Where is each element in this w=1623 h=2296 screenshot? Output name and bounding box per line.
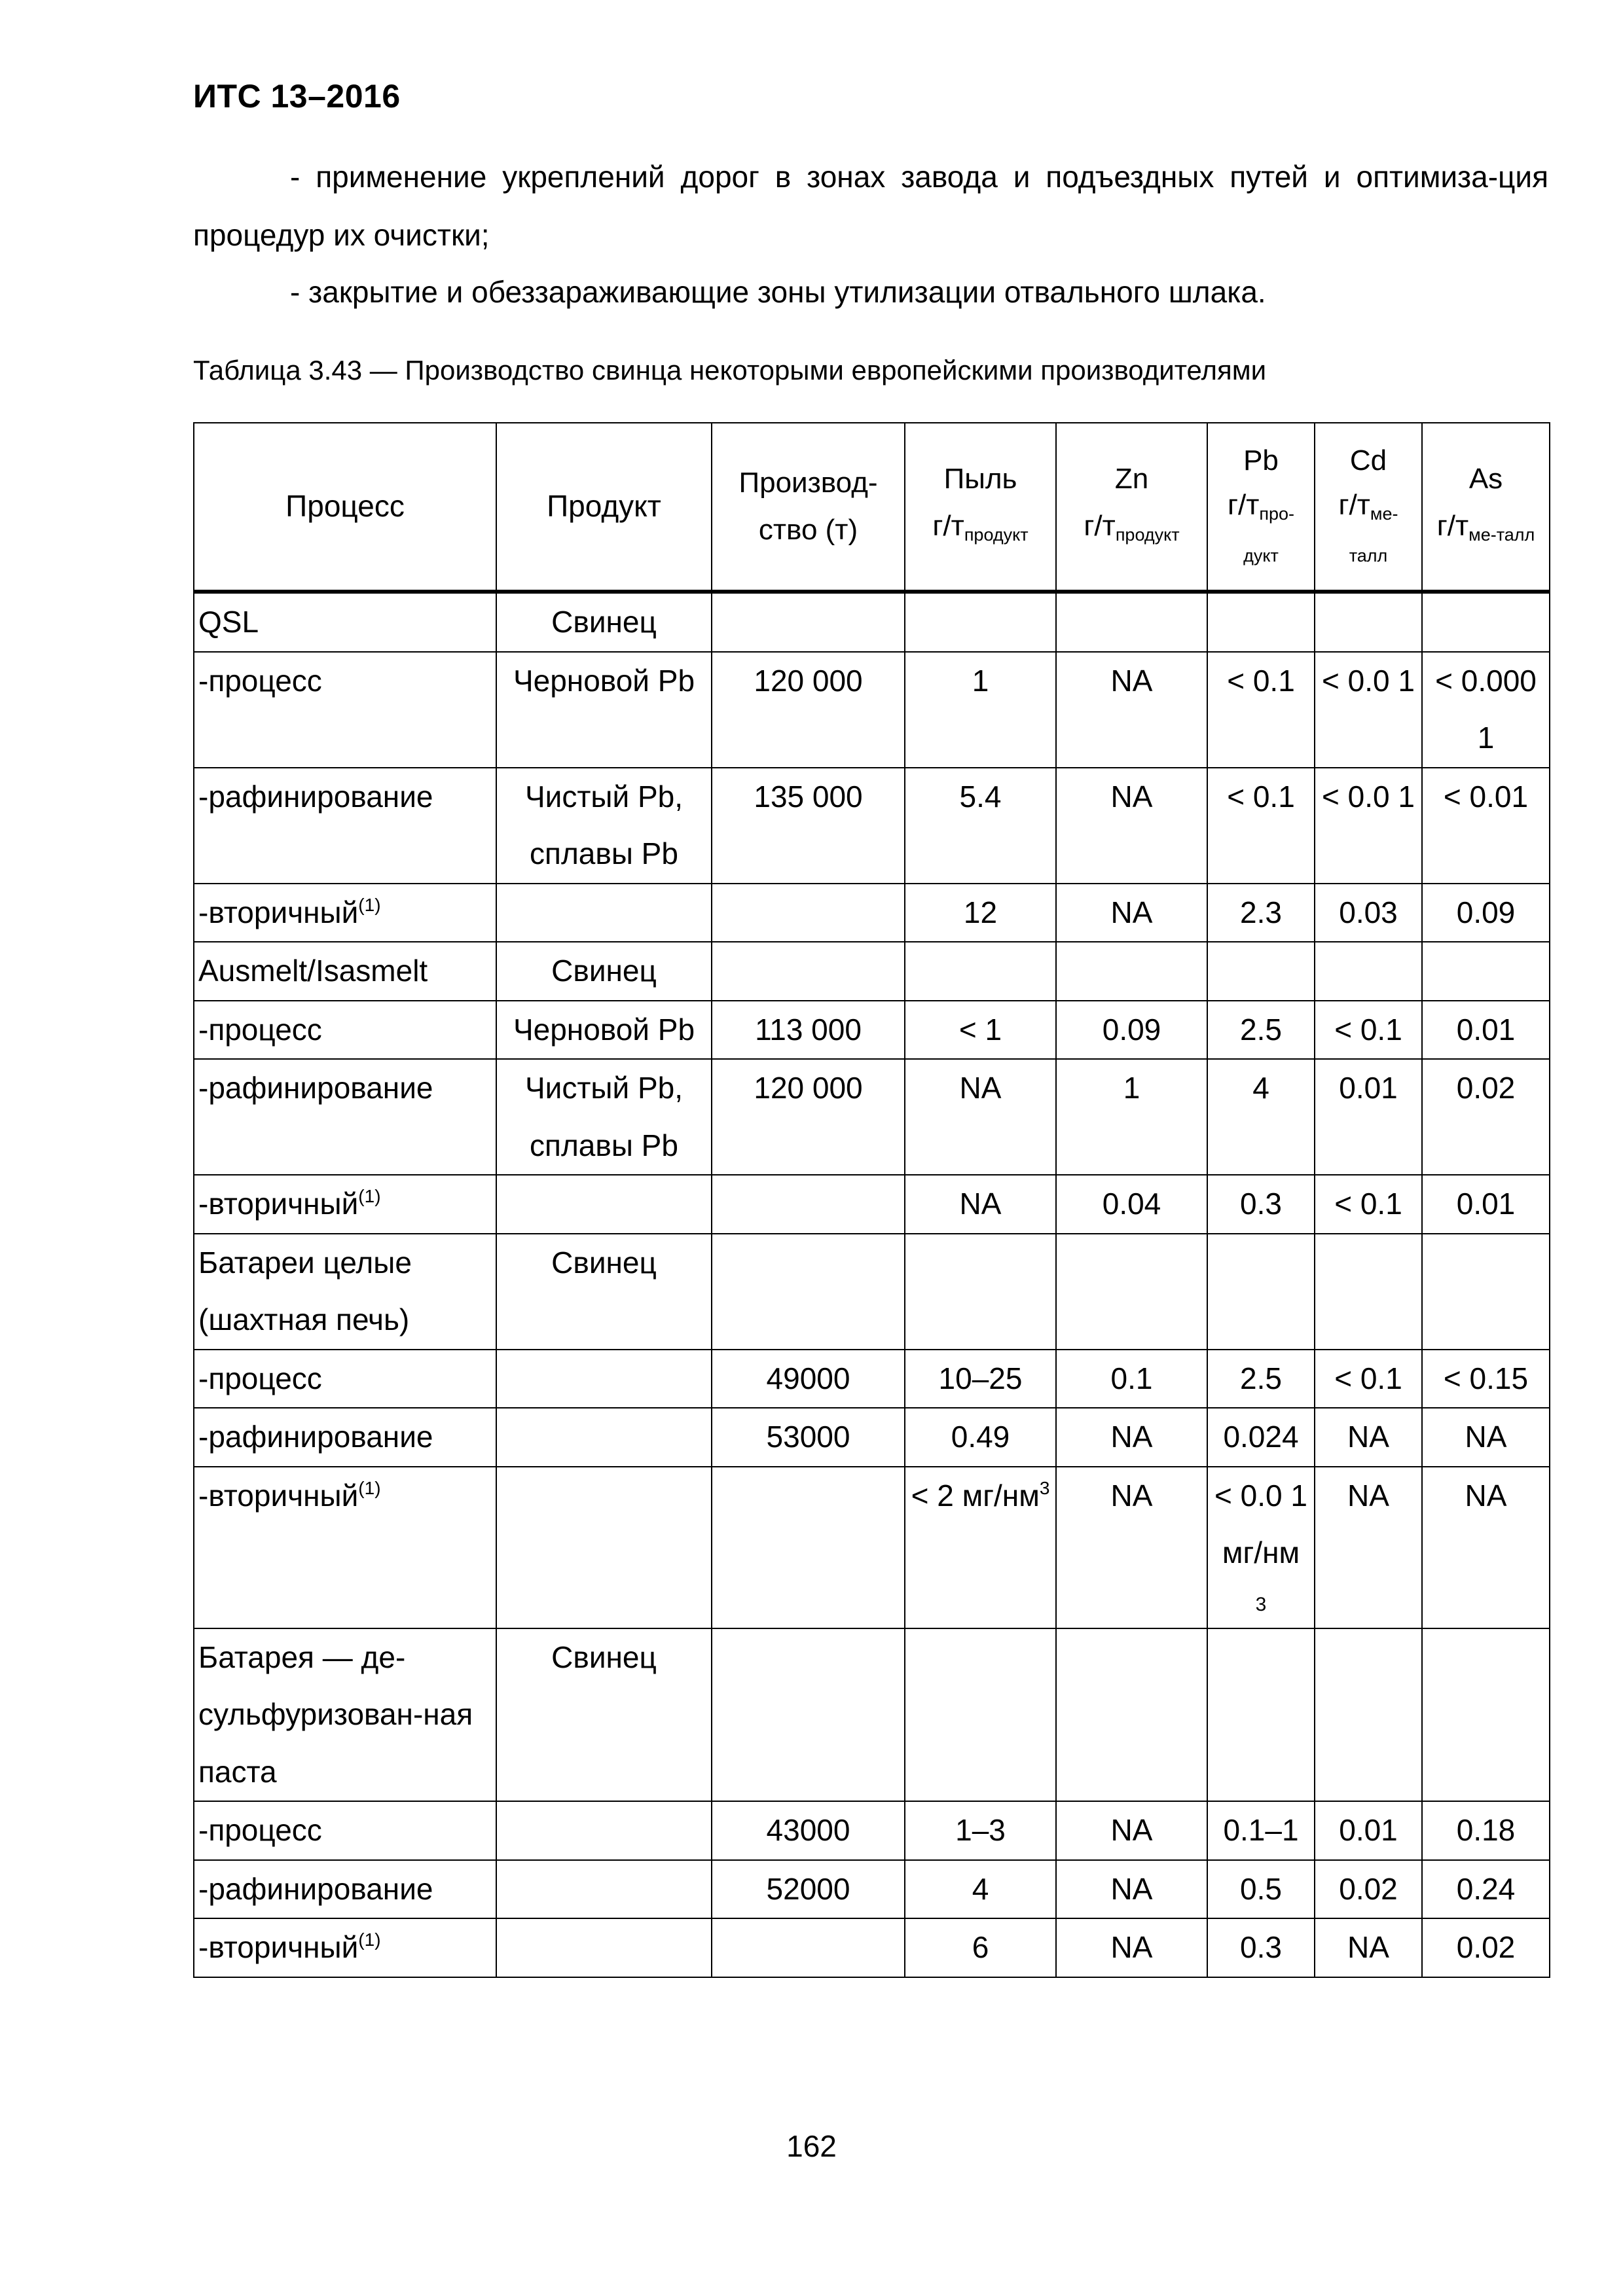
cell-cd: < 0.0 1 bbox=[1315, 652, 1422, 768]
cell-production: 113 000 bbox=[712, 1001, 905, 1060]
cell-zn: 0.09 bbox=[1056, 1001, 1207, 1060]
cell-pb bbox=[1207, 592, 1315, 652]
lead-production-table bbox=[193, 422, 1550, 1978]
cell-process: QSL bbox=[194, 592, 496, 652]
cell-dust: 0.49 bbox=[905, 1408, 1056, 1467]
cell-cd: < 0.1 bbox=[1315, 1350, 1422, 1408]
document-code: ИТС 13–2016 bbox=[193, 78, 401, 115]
header-production: Производ- ство (т) bbox=[712, 423, 905, 592]
cell-production: 120 000 bbox=[712, 652, 905, 768]
header-zn: Zn $г/т_{продукт}$ bbox=[1056, 423, 1207, 592]
cell-production bbox=[712, 1175, 905, 1234]
cell-zn: 0.1 bbox=[1056, 1350, 1207, 1408]
header-process: Процесс bbox=[194, 423, 496, 592]
table-row bbox=[194, 1467, 1550, 1628]
cell-process: -вторичный$^{(1)}$ bbox=[194, 884, 496, 942]
cell-as bbox=[1422, 1234, 1550, 1350]
cell-product bbox=[496, 1350, 712, 1408]
cell-as: 0.24 bbox=[1422, 1860, 1550, 1919]
cell-dust: NA bbox=[905, 1175, 1056, 1234]
cell-as: 0.01 bbox=[1422, 1001, 1550, 1060]
cell-product bbox=[496, 1467, 712, 1628]
table-row bbox=[194, 1918, 1550, 1977]
cell-process: -вторичный$^{(1)}$ bbox=[194, 1467, 496, 1628]
cell-process: Батарея — де-сульфуризован-ная паста bbox=[194, 1628, 496, 1802]
footnote-mark: (1) bbox=[358, 1929, 381, 1950]
page-number: 162 bbox=[786, 2129, 837, 2163]
cell-pb bbox=[1207, 1628, 1315, 1802]
cell-process: Батареи целые (шахтная печь) bbox=[194, 1234, 496, 1350]
cell-cd: NA bbox=[1315, 1918, 1422, 1977]
cell-pb: 4 bbox=[1207, 1059, 1315, 1175]
cell-pb: 0.3 bbox=[1207, 1918, 1315, 1977]
cell-dust: 4 bbox=[905, 1860, 1056, 1919]
table-header-row bbox=[194, 423, 1550, 592]
cell-production bbox=[712, 884, 905, 942]
cell-cd: < 0.1 bbox=[1315, 1001, 1422, 1060]
cell-product: Свинец bbox=[496, 1234, 712, 1350]
table-row bbox=[194, 1801, 1550, 1860]
cell-product: Черновой Pb bbox=[496, 652, 712, 768]
cell-as: < 0.15 bbox=[1422, 1350, 1550, 1408]
table-row bbox=[194, 1350, 1550, 1408]
cell-dust bbox=[905, 1628, 1056, 1802]
cell-cd: 0.01 bbox=[1315, 1801, 1422, 1860]
cell-process: -вторичный$^{(1)}$ bbox=[194, 1918, 496, 1977]
cell-as: 0.18 bbox=[1422, 1801, 1550, 1860]
table-row bbox=[194, 1001, 1550, 1060]
table-row bbox=[194, 1059, 1550, 1175]
cell-pb: < 0.1 bbox=[1207, 652, 1315, 768]
cell-pb: 2.5 bbox=[1207, 1001, 1315, 1060]
cell-product: Свинец bbox=[496, 592, 712, 652]
table-row bbox=[194, 592, 1550, 652]
cell-process: -вторичный$^{(1)}$ bbox=[194, 1175, 496, 1234]
cell-zn: NA bbox=[1056, 1467, 1207, 1628]
cell-cd bbox=[1315, 1234, 1422, 1350]
cell-product: Чистый Pb, сплавы Pb bbox=[496, 1059, 712, 1175]
cell-dust: 6 bbox=[905, 1918, 1056, 1977]
cell-dust: < 2 $мг/нм^3$ bbox=[905, 1467, 1056, 1628]
cell-zn bbox=[1056, 1234, 1207, 1350]
cell-zn: NA bbox=[1056, 884, 1207, 942]
cell-zn bbox=[1056, 1628, 1207, 1802]
cell-production: 49000 bbox=[712, 1350, 905, 1408]
cell-process: -процесс bbox=[194, 652, 496, 768]
cell-as bbox=[1422, 592, 1550, 652]
cell-production: 135 000 bbox=[712, 768, 905, 884]
cell-process: -рафинирование bbox=[194, 1860, 496, 1919]
cell-as: 0.02 bbox=[1422, 1918, 1550, 1977]
cell-pb: 2.3 bbox=[1207, 884, 1315, 942]
cell-as: 0.09 bbox=[1422, 884, 1550, 942]
cell-zn: 0.04 bbox=[1056, 1175, 1207, 1234]
cell-pb bbox=[1207, 942, 1315, 1001]
cell-product bbox=[496, 1801, 712, 1860]
cell-as: NA bbox=[1422, 1467, 1550, 1628]
cell-zn: NA bbox=[1056, 1408, 1207, 1467]
cell-product bbox=[496, 884, 712, 942]
table-row bbox=[194, 1628, 1550, 1802]
cell-production: 52000 bbox=[712, 1860, 905, 1919]
cell-dust bbox=[905, 942, 1056, 1001]
cell-production bbox=[712, 1234, 905, 1350]
cell-process: -процесс bbox=[194, 1350, 496, 1408]
cell-product bbox=[496, 1860, 712, 1919]
cell-cd: < 0.1 bbox=[1315, 1175, 1422, 1234]
table-row bbox=[194, 768, 1550, 884]
table-row bbox=[194, 1234, 1550, 1350]
cell-dust: 1–3 bbox=[905, 1801, 1056, 1860]
cell-as bbox=[1422, 942, 1550, 1001]
cell-dust bbox=[905, 1234, 1056, 1350]
cell-dust: 10–25 bbox=[905, 1350, 1056, 1408]
cell-pb bbox=[1207, 1234, 1315, 1350]
cell-production: 53000 bbox=[712, 1408, 905, 1467]
header-dust: Пыль $г/т_{продукт}$ bbox=[905, 423, 1056, 592]
cell-dust: < 1 bbox=[905, 1001, 1056, 1060]
cell-cd: 0.03 bbox=[1315, 884, 1422, 942]
cell-pb: 0.1–1 bbox=[1207, 1801, 1315, 1860]
cell-zn: NA bbox=[1056, 652, 1207, 768]
cell-production: 43000 bbox=[712, 1801, 905, 1860]
paragraph-slag-zones: - закрытие и обеззараживающие зоны утилизации отвального шлака. bbox=[290, 275, 1266, 309]
cell-process: -рафинирование bbox=[194, 768, 496, 884]
cell-cd: 0.02 bbox=[1315, 1860, 1422, 1919]
header-as: As $г/т_{ме-талл}$ bbox=[1422, 423, 1550, 592]
cell-cd: NA bbox=[1315, 1467, 1422, 1628]
cell-cd: < 0.0 1 bbox=[1315, 768, 1422, 884]
cell-process: -процесс bbox=[194, 1801, 496, 1860]
cell-process: -рафинирование bbox=[194, 1059, 496, 1175]
unit-exponent: 3 bbox=[1255, 1593, 1267, 1615]
cell-cd bbox=[1315, 592, 1422, 652]
cell-as bbox=[1422, 1628, 1550, 1802]
cell-zn: NA bbox=[1056, 1801, 1207, 1860]
table-caption: Таблица 3.43 — Производство свинца некоторыми европейскими производителями bbox=[193, 355, 1267, 386]
paragraph-road-reinforcement: - применение укреплений дорог в зонах завода и подъездных путей и оптимиза-ция процедур их очистки; bbox=[193, 160, 1548, 252]
cell-zn: NA bbox=[1056, 1918, 1207, 1977]
footnote-mark: (1) bbox=[358, 894, 381, 915]
cell-zn bbox=[1056, 942, 1207, 1001]
cell-as: < 0.000 1 bbox=[1422, 652, 1550, 768]
cell-pb: 0.024 bbox=[1207, 1408, 1315, 1467]
cell-as: 0.02 bbox=[1422, 1059, 1550, 1175]
footnote-mark: (1) bbox=[358, 1477, 381, 1498]
table-row bbox=[194, 1175, 1550, 1234]
cell-process: -процесс bbox=[194, 1001, 496, 1060]
cell-pb: < 0.0 1 мг/нм 3 bbox=[1207, 1467, 1315, 1628]
table-row bbox=[194, 942, 1550, 1001]
cell-production bbox=[712, 592, 905, 652]
cell-cd bbox=[1315, 1628, 1422, 1802]
cell-production bbox=[712, 1467, 905, 1628]
cell-dust: NA bbox=[905, 1059, 1056, 1175]
cell-product: Свинец bbox=[496, 1628, 712, 1802]
cell-product bbox=[496, 1918, 712, 1977]
table-row bbox=[194, 1408, 1550, 1467]
cell-dust: 5.4 bbox=[905, 768, 1056, 884]
cell-product bbox=[496, 1175, 712, 1234]
cell-product: Чистый Pb, сплавы Pb bbox=[496, 768, 712, 884]
cell-as: < 0.01 bbox=[1422, 768, 1550, 884]
cell-zn: 1 bbox=[1056, 1059, 1207, 1175]
cell-process: -рафинирование bbox=[194, 1408, 496, 1467]
table-row bbox=[194, 652, 1550, 768]
header-product: Продукт bbox=[496, 423, 712, 592]
unit-exponent: 3 bbox=[1039, 1477, 1050, 1498]
cell-pb: 0.5 bbox=[1207, 1860, 1315, 1919]
cell-pb: 0.3 bbox=[1207, 1175, 1315, 1234]
header-cd: Cd $г/т_{ме-}$ талл bbox=[1315, 423, 1422, 592]
cell-pb: < 0.1 bbox=[1207, 768, 1315, 884]
cell-production bbox=[712, 1918, 905, 1977]
cell-dust: 12 bbox=[905, 884, 1056, 942]
cell-product bbox=[496, 1408, 712, 1467]
cell-dust: 1 bbox=[905, 652, 1056, 768]
cell-production: 120 000 bbox=[712, 1059, 905, 1175]
cell-as: 0.01 bbox=[1422, 1175, 1550, 1234]
header-pb: Pb $г/т_{про-}$ дукт bbox=[1207, 423, 1315, 592]
table-row bbox=[194, 1860, 1550, 1919]
cell-zn: NA bbox=[1056, 1860, 1207, 1919]
cell-production bbox=[712, 1628, 905, 1802]
cell-dust bbox=[905, 592, 1056, 652]
footnote-mark: (1) bbox=[358, 1186, 381, 1206]
cell-zn: NA bbox=[1056, 768, 1207, 884]
cell-zn bbox=[1056, 592, 1207, 652]
cell-as: NA bbox=[1422, 1408, 1550, 1467]
cell-cd: 0.01 bbox=[1315, 1059, 1422, 1175]
cell-pb: 2.5 bbox=[1207, 1350, 1315, 1408]
cell-product: Черновой Pb bbox=[496, 1001, 712, 1060]
table-row bbox=[194, 884, 1550, 942]
cell-process: Ausmelt/Isasmelt bbox=[194, 942, 496, 1001]
cell-cd: NA bbox=[1315, 1408, 1422, 1467]
cell-product: Свинец bbox=[496, 942, 712, 1001]
cell-production bbox=[712, 942, 905, 1001]
cell-cd bbox=[1315, 942, 1422, 1001]
